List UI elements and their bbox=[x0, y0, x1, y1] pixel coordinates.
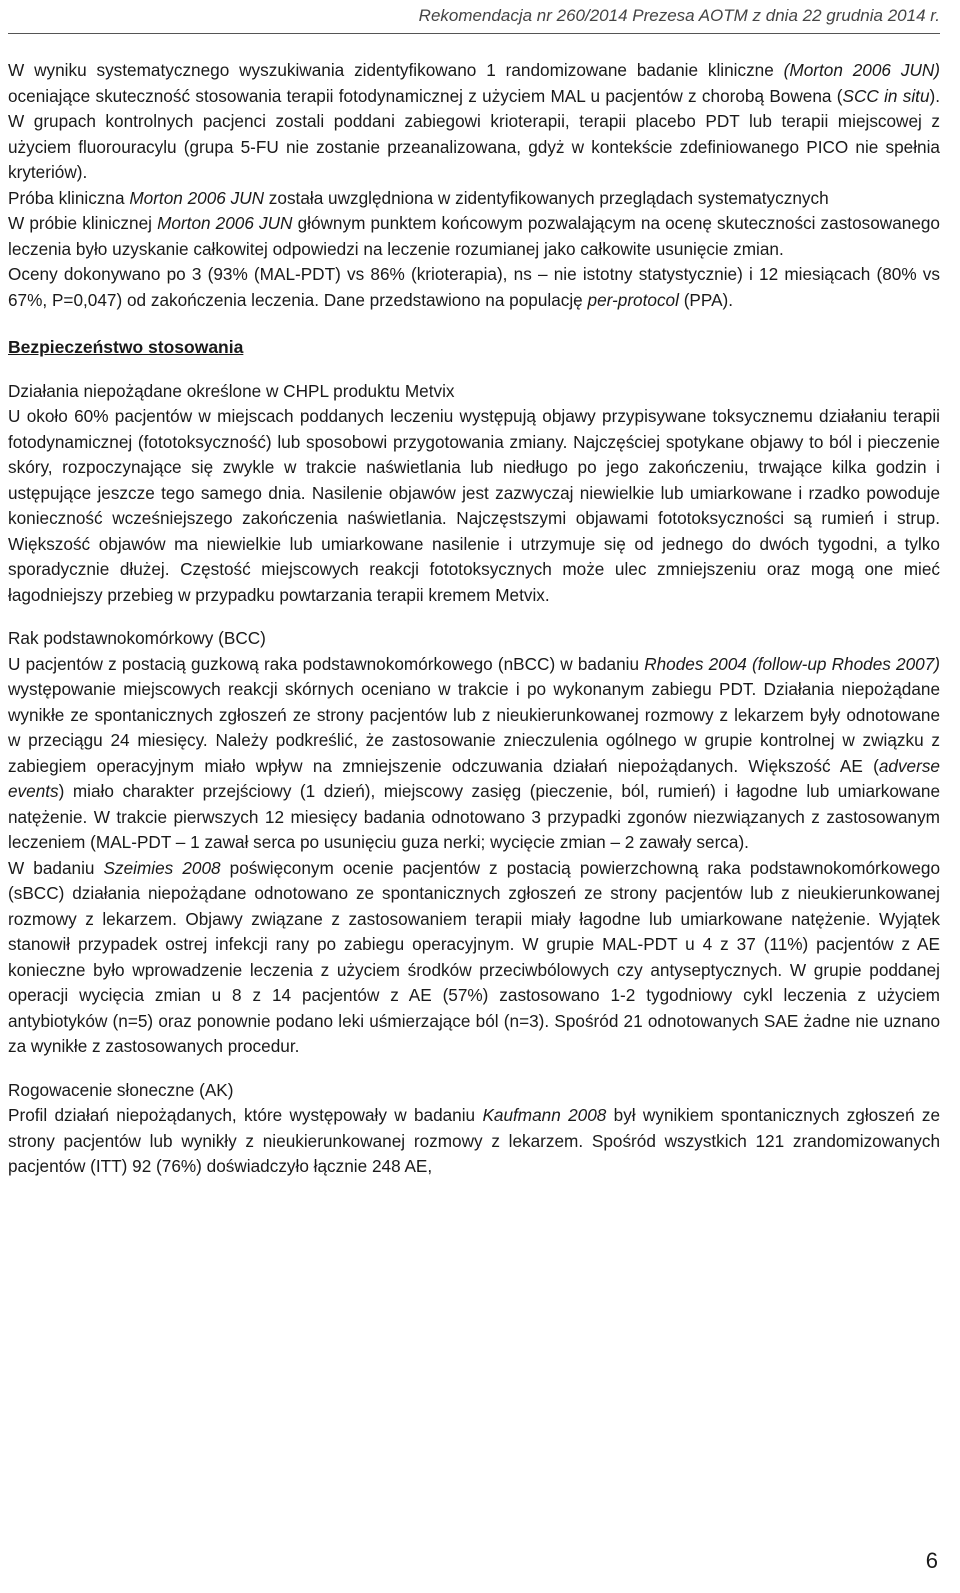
paragraph-ak: Profil działań niepożądanych, które występowały w badaniu Kaufmann 2008 był wynikiem spontanicznych zgłoszeń ze strony pacjentów lub wynikły z nieukierunkowanej rozmowy z lekarzem. Spośród wszystkich 121 zrandomizowanych pacjentów (ITT) 92 (76%) doświadczyło łącznie 248 AE, bbox=[8, 1105, 940, 1176]
paragraph-sbcc: W badaniu Szeimies 2008 poświęconym ocenie pacjentów z postacią powierzchowną raka podstawnokomórkowego (sBCC) działania niepożądane odnotowano ze spontanicznych zgłoszeń ze strony pacjentów lub z nieukierunkowanej rozmowy z lekarzem. Objawy związane z zastosowaniem terapii miały łagodne lub umiarkowane natężenie. Wyjątek stanowił przypadek ostrej infekcji rany po zabiegu operacyjnym. W grupie MAL-PDT u 4 z 37 (11%) pacjentów z AE konieczne było wprowadzenie leczenia z użyciem środków przeciwbólowych czy antyseptycznych. W grupie poddanej operacji wycięcia zmian u 8 z 14 pacjentów z AE (57%) zastosowano 1-2 tygodniowy cykl leczenia z użyciem antybiotyków (n=5) oraz ponownie podano leki uśmierzające ból (n=3). Spośród 21 odnotowanych SAE żadne nie uznano za wynikłe z zastosowanych procedur. bbox=[8, 857, 940, 1056]
paragraph-trial-inclusion: Próba kliniczna Morton 2006 JUN została uwzględniona w zidentyfikowanych przeglądach systematycznych bbox=[8, 187, 829, 208]
paragraph-efficacy-intro: W wyniku systematycznego wyszukiwania zidentyfikowano 1 randomizowane badanie kliniczne (Morton 2006 JUN) oceniające skuteczność stosowania terapii fotodynamicznej z użyciem MAL u pacjentów z chorobą Bowena (SCC in situ). W grupach kontrolnych pacjenci zostali poddani zabiegowi krioterapii, terapii placebo PDT lub terapii miejscowej z użyciem fluorouracylu (grupa 5-FU nie zostanie przeanalizowana, gdyż w kontekście zdefiniowanego PICO nie spełnia kryteriów). bbox=[8, 60, 940, 182]
subheading-chpl: Działania niepożądane określone w CHPL produktu Metvix bbox=[8, 380, 455, 401]
page-header bbox=[8, 6, 940, 34]
paragraph-phototoxicity: U około 60% pacjentów w miejscach poddanych leczeniu występują objawy przypisywane toksycznemu działaniu terapii fotodynamicznej (fototoksyczność) lub sposobowi przygotowania zmiany. Najczęściej spotykane objawy to ból i pieczenie skóry, rozpoczynające się zwykle w trakcie naświetlania lub niedługo po jego zakończeniu, trwające kilka godzin i ustępujące jeszcze tego samego dnia. Nasilenie objawów jest zazwyczaj niewielkie lub umiarkowane i rzadko powoduje konieczność wcześniejszego zakończenia naświetlania. Najczęstszymi objawami fototoksyczności są rumień i strup. Większość objawów ma niewielkie lub umiarkowane nasilenie i utrzymuje się od jednego do dwóch tygodni, a tylko sporadycznie dłużej. Częstość miejscowych reakcji fototoksycznych może ulec zmniejszeniu oraz mogą one mieć łagodniejszy przebieg w przypadku powtarzania terapii kremem Metvix. bbox=[8, 406, 940, 605]
paragraph-nbcc: U pacjentów z postacią guzkową raka podstawnokomórkowego (nBCC) w badaniu Rhodes 2004 (follow-up Rhodes 2007) występowanie miejscowych reakcji skórnych oceniano w trakcie i po wykonanym zabiegu PDT. Działania niepożądane wynikłe ze spontanicznych zgłoszeń ze strony pacjentów lub z nieukierunkowanej rozmowy z lekarzem były odnotowane w przeciągu 24 miesięcy. Należy podkreślić, że zastosowanie znieczulenia ogólnego w grupie kontrolnej w związku z zabiegiem operacyjnym miało wpływ na zmniejszenie odczuwania działań niepożądanych. Większość AE (adverse events) miało charakter przejściowy (1 dzień), miejscowy zasięg (pieczenie, ból, rumień) i łagodne lub umiarkowane natężenie. W trakcie pierwszych 12 miesięcy badania odnotowano 3 przypadki zgonów niezwiązanych z zastosowanym leczeniem (MAL-PDT – 1 zawał serca po usunięciu guza nerki; wycięcie zmian – 2 zawały serca). bbox=[8, 653, 940, 852]
page-number: 6 bbox=[925, 1548, 938, 1573]
section-heading-safety: Bezpieczeństwo stosowania bbox=[8, 337, 244, 357]
paragraph-primary-endpoint: W próbie klinicznej Morton 2006 JUN głównym punktem końcowym pozwalającym na ocenę skuteczności zastosowanego leczenia było uzyskanie całkowitej odpowiedzi na leczenie rozumianej jako całkowite usunięcie zmian. bbox=[8, 213, 940, 259]
paragraph-results: Oceny dokonywano po 3 (93% (MAL-PDT) vs 86% (krioterapia), ns – nie istotny statystycznie) i 12 miesiącach (80% vs 67%, P=0,047) od zakończenia leczenia. Dane przedstawiono na populację per-protocol (PPA). bbox=[8, 264, 940, 310]
header-title: Rekomendacja nr 260/2014 Prezesa AOTM z dnia 22 grudnia 2014 r. bbox=[418, 6, 940, 25]
subheading-ak: Rogowacenie słoneczne (AK) bbox=[8, 1079, 234, 1100]
document-body bbox=[8, 58, 940, 1180]
subheading-bcc: Rak podstawnokomórkowy (BCC) bbox=[8, 628, 266, 648]
